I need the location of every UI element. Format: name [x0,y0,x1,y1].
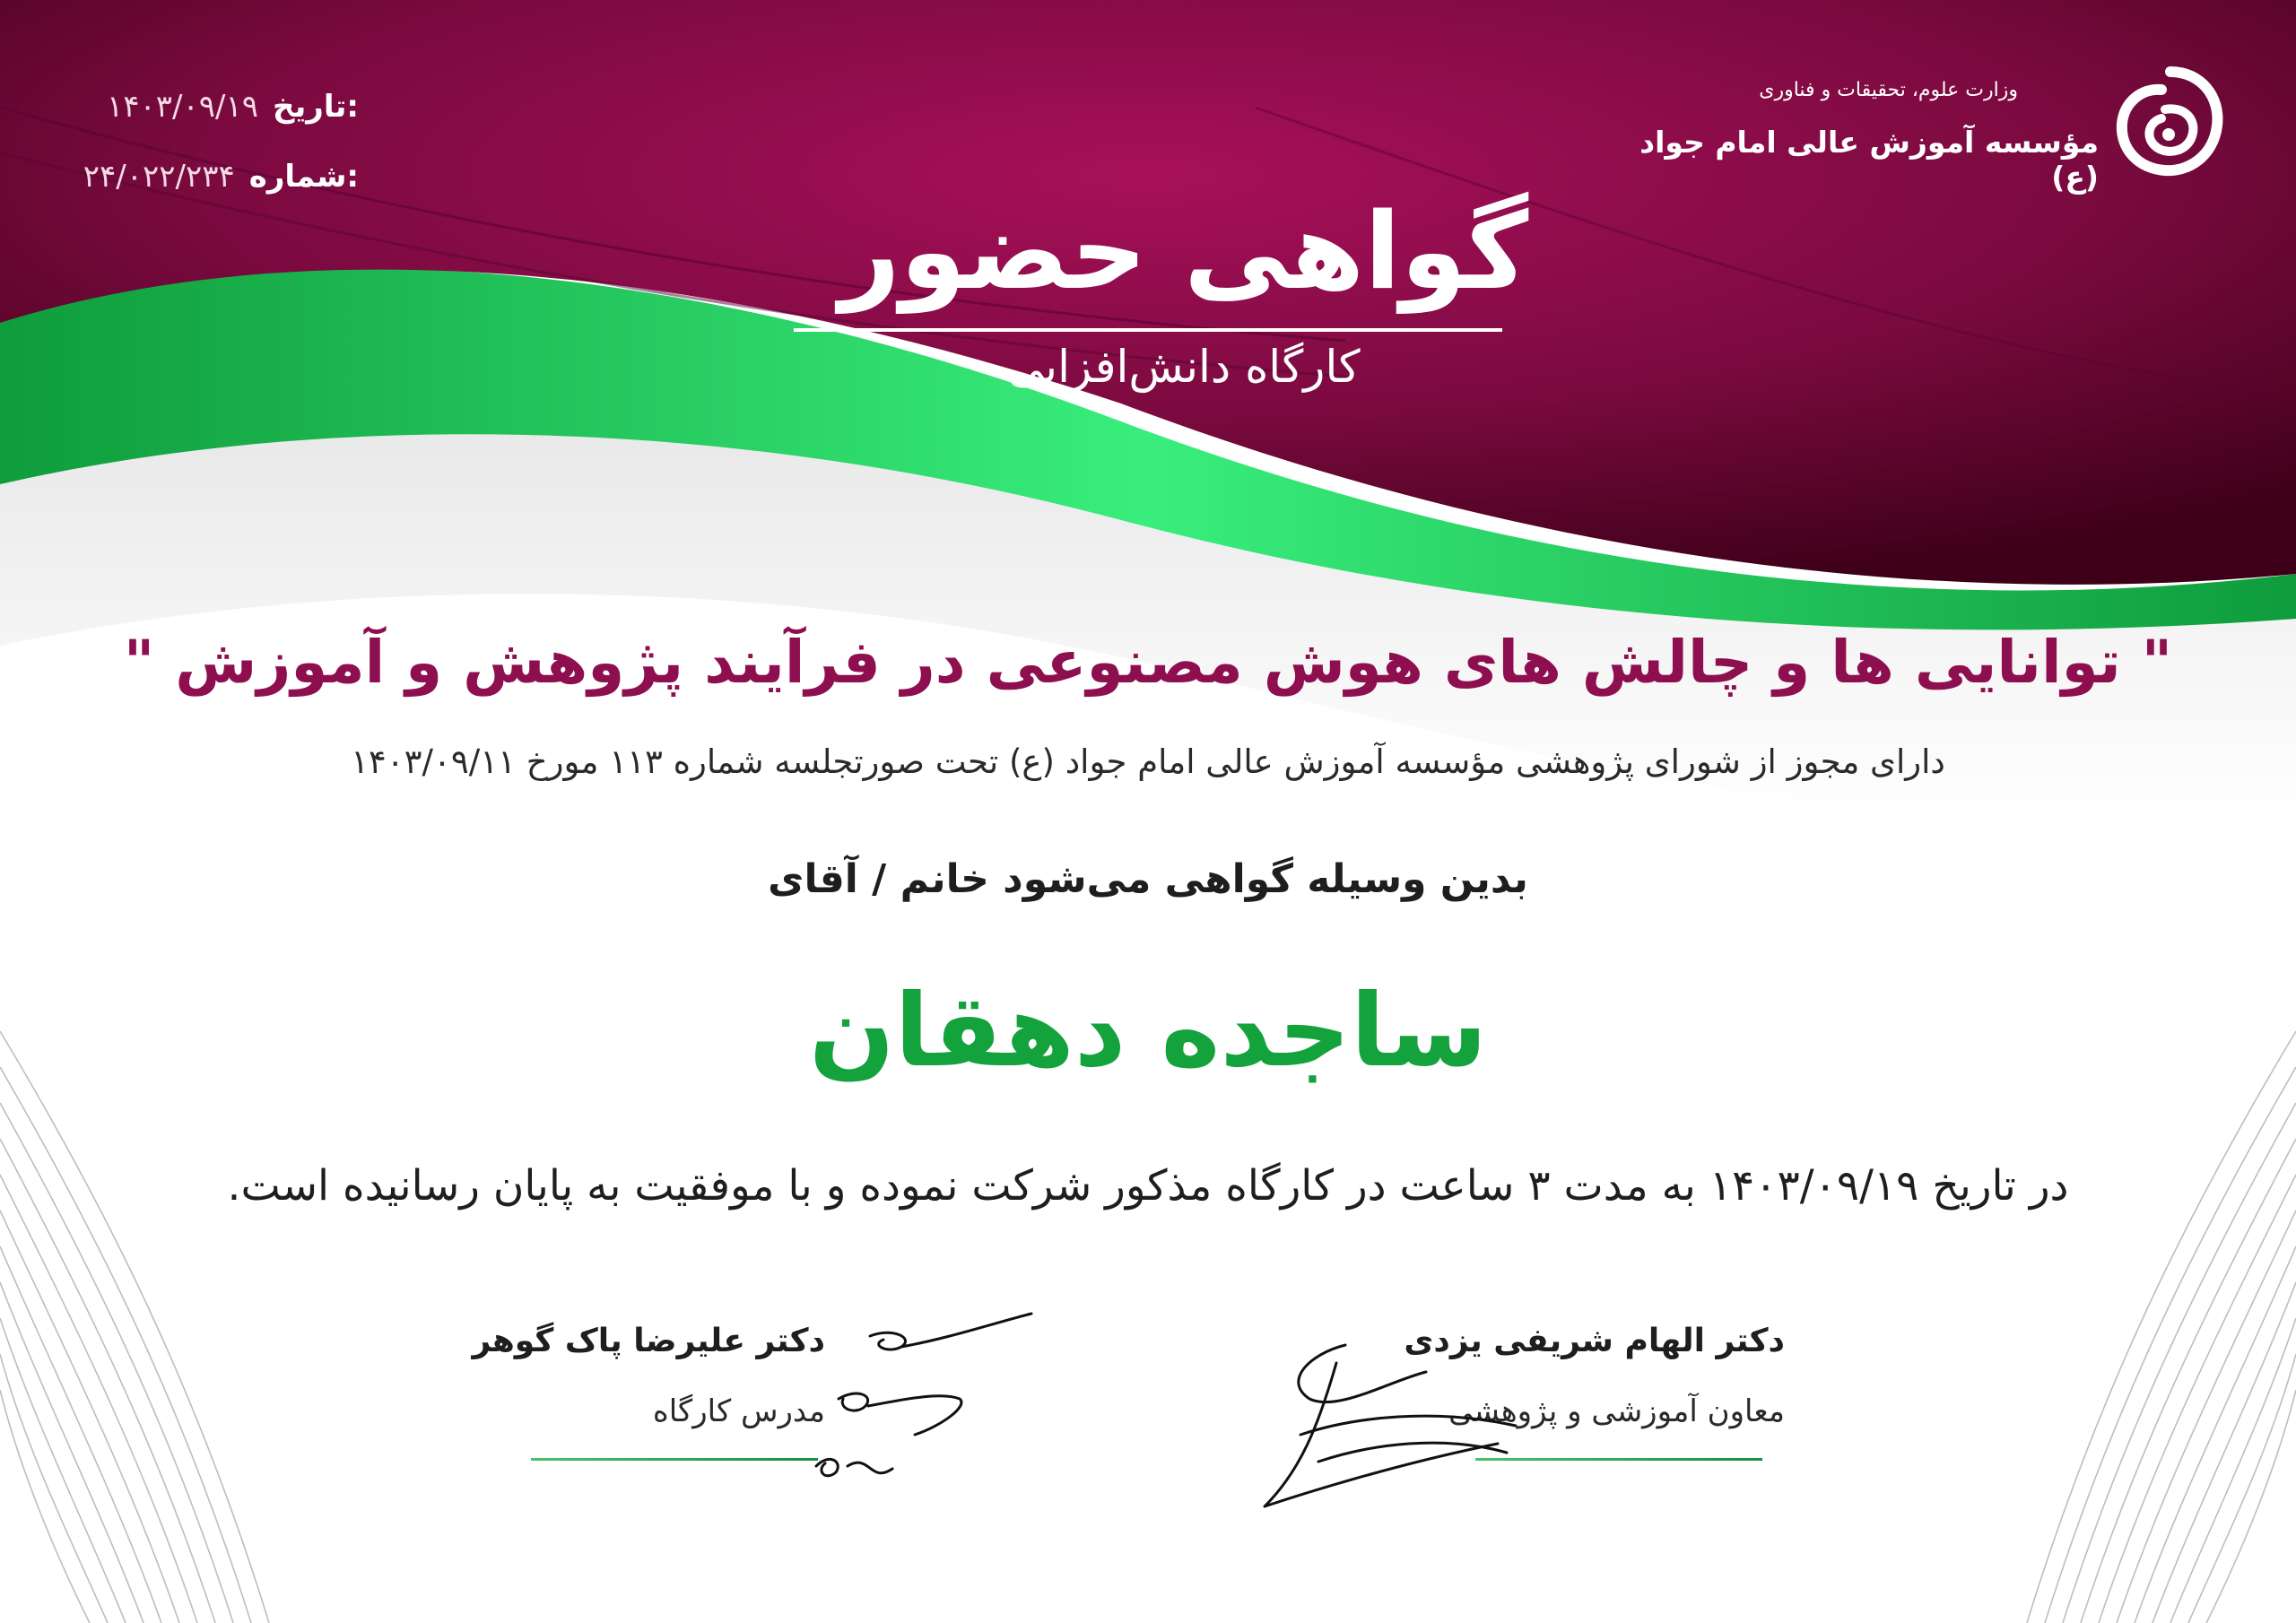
institute-name: مؤسسه آموزش عالی امام جواد (ع) [1639,125,2099,195]
license-statement: دارای مجوز از شورای پژوهشی مؤسسه آموزش عالی امام جواد (ع) تحت صورتجلسه شماره ۱۱۳ مورخ ۱۴۰۳/۰۹/۱۱ [351,742,1945,781]
number-label: شماره: [248,159,359,195]
number-row [54,142,359,212]
certificate-title: گواهی حضور [839,189,1529,313]
certificate-subtitle: کارگاه دانش‌افزایی [1007,341,1361,393]
date-label: تاریخ: [273,89,359,125]
hereby-statement: بدین وسیله گواهی می‌شود خانم / آقای [768,856,1528,902]
signatory-role: مدرس کارگاه [652,1393,825,1429]
signatory-name: دکتر علیرضا پاک گوهر [472,1323,825,1359]
number-value: ۲۴/۰۲۲/۲۳۴ [83,159,235,195]
date-row [54,72,359,142]
date-value: ۱۴۰۳/۰۹/۱۹ [106,89,258,125]
institute-logo-icon [2111,63,2228,179]
institute-block [1596,79,2099,195]
recipient-name: ساجده دهقان [808,973,1488,1089]
completion-statement: در تاریخ ۱۴۰۳/۰۹/۱۹ به مدت ۳ ساعت در کارگاه مذکور شرکت نموده و با موفقیت به پایان رسانیده است. [227,1161,2069,1211]
signatory-role: معاون آموزشی و پژوهشی [1448,1393,1785,1429]
document-meta [54,72,359,212]
course-title: " توانایی ها و چالش های هوش مصنوعی در فرآیند پژوهش و آموزش " [123,628,2173,697]
signature-drawing-instructor [735,1309,1058,1506]
left-line-pattern [0,1031,269,1623]
ministry-name: وزارت علوم، تحقیقات و فناوری [1759,79,2018,101]
title-divider [794,328,1502,332]
right-line-pattern [2027,1031,2296,1623]
signature-drawing-vice-president [1211,1327,1534,1524]
signatory-name: دکتر الهام شریفی یزدی [1404,1323,1785,1359]
